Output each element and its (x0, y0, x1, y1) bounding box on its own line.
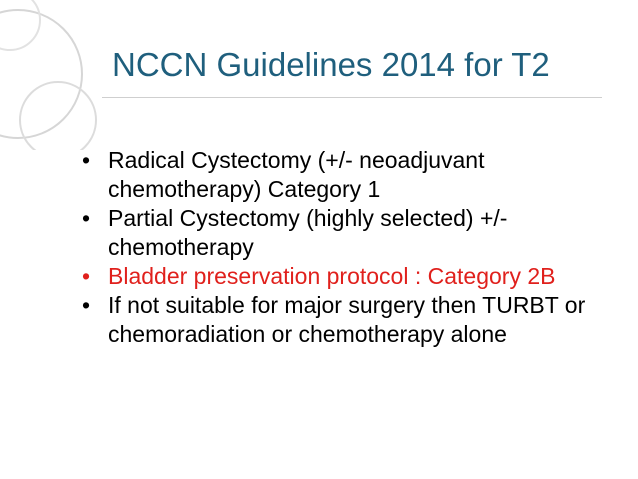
slide-title: NCCN Guidelines 2014 for T2 (112, 46, 550, 83)
decorative-circle-inner (20, 82, 96, 150)
decorative-circles-icon (0, 0, 120, 150)
bullet-dot: • (82, 205, 91, 231)
decorative-circle-outer (0, 10, 82, 138)
bullet-dot: • (82, 292, 91, 318)
bullet-item (82, 204, 622, 262)
bullet-text: If not suitable for major surgery then TURBT or chemoradiation or chemotherapy alone (108, 292, 586, 347)
bullet-text: Radical Cystectomy (+/- neoadjuvant chemotherapy) Category 1 (108, 147, 485, 202)
bullet-text: Partial Cystectomy (highly selected) +/- chemotherapy (108, 205, 508, 260)
bullet-text: Bladder preservation protocol : Category 2B (108, 263, 556, 289)
bullet-item-highlighted (82, 262, 622, 291)
bullet-dot: • (82, 263, 91, 289)
bullet-item (82, 146, 622, 204)
bullet-dot: • (82, 147, 91, 173)
bullet-item (82, 291, 622, 349)
title-divider (102, 97, 602, 98)
decorative-circle-small (0, 0, 40, 50)
bullet-list (82, 146, 622, 349)
